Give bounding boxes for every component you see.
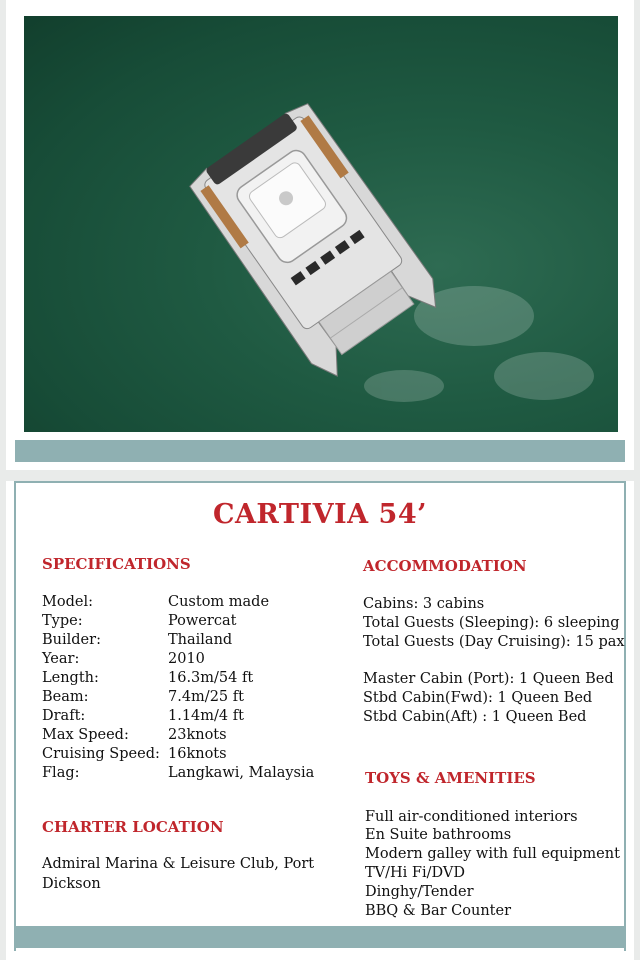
spec-value: 1.14m/4 ft — [168, 708, 244, 724]
spec-frame — [14, 481, 626, 951]
amenity-line: BBQ & Bar Counter — [365, 903, 512, 919]
amenity-line: TV/Hi Fi/DVD — [365, 865, 465, 881]
spec-label: Beam: — [42, 689, 89, 705]
spec-value: Langkawi, Malaysia — [168, 765, 315, 781]
spec-label: Max Speed: — [42, 727, 129, 743]
spec-label: Year: — [42, 651, 80, 667]
accommodation-line: Total Guests (Day Cruising): 15 pax — [363, 634, 625, 650]
charter-location-line: Dickson — [42, 876, 101, 892]
spec-value: 2010 — [168, 651, 205, 667]
toys-amenities-heading: TOYS & AMENITIES — [365, 769, 536, 787]
charter-location-line: Admiral Marina & Leisure Club, Port — [42, 856, 315, 872]
charter-location-heading: CHARTER LOCATION — [42, 818, 224, 836]
accommodation-line: Cabins: 3 cabins — [363, 596, 485, 612]
spec-bottom-band — [14, 926, 626, 948]
spec-value: 16.3m/54 ft — [168, 670, 254, 686]
spec-value: 7.4m/25 ft — [168, 689, 244, 705]
spec-label: Type: — [42, 613, 83, 629]
accommodation-line: Stbd Cabin(Fwd): 1 Queen Bed — [363, 690, 593, 706]
accommodation-line: Total Guests (Sleeping): 6 sleeping — [363, 615, 620, 631]
spec-label: Flag: — [42, 765, 80, 781]
spec-label: Model: — [42, 594, 93, 610]
catamaran-illustration — [24, 16, 618, 432]
amenity-line: Modern galley with full equipment — [365, 846, 620, 862]
accommodation-heading: ACCOMMODATION — [363, 557, 527, 575]
spec-value: Powercat — [168, 613, 237, 629]
spec-label: Builder: — [42, 632, 101, 648]
yacht-title: CARTIVIA 54’ — [212, 499, 428, 530]
spec-label: Length: — [42, 670, 99, 686]
photo-bottom-band — [15, 440, 625, 462]
catamaran-photo — [24, 16, 618, 432]
spec-value: 16knots — [168, 746, 227, 762]
spec-value: Thailand — [168, 632, 233, 648]
specifications-heading: SPECIFICATIONS — [42, 555, 191, 573]
spec-value: 23knots — [168, 727, 227, 743]
accommodation-line: Stbd Cabin(Aft) : 1 Queen Bed — [363, 709, 587, 725]
photo-card — [6, 0, 634, 470]
spec-label: Cruising Speed: — [42, 746, 160, 762]
amenity-line: Dinghy/Tender — [365, 884, 474, 900]
spec-card — [6, 481, 634, 960]
accommodation-line: Master Cabin (Port): 1 Queen Bed — [363, 671, 614, 687]
spec-label: Draft: — [42, 708, 86, 724]
amenity-line: Full air-conditioned interiors — [365, 809, 578, 825]
amenity-line: En Suite bathrooms — [365, 827, 512, 843]
spec-value: Custom made — [168, 594, 270, 610]
